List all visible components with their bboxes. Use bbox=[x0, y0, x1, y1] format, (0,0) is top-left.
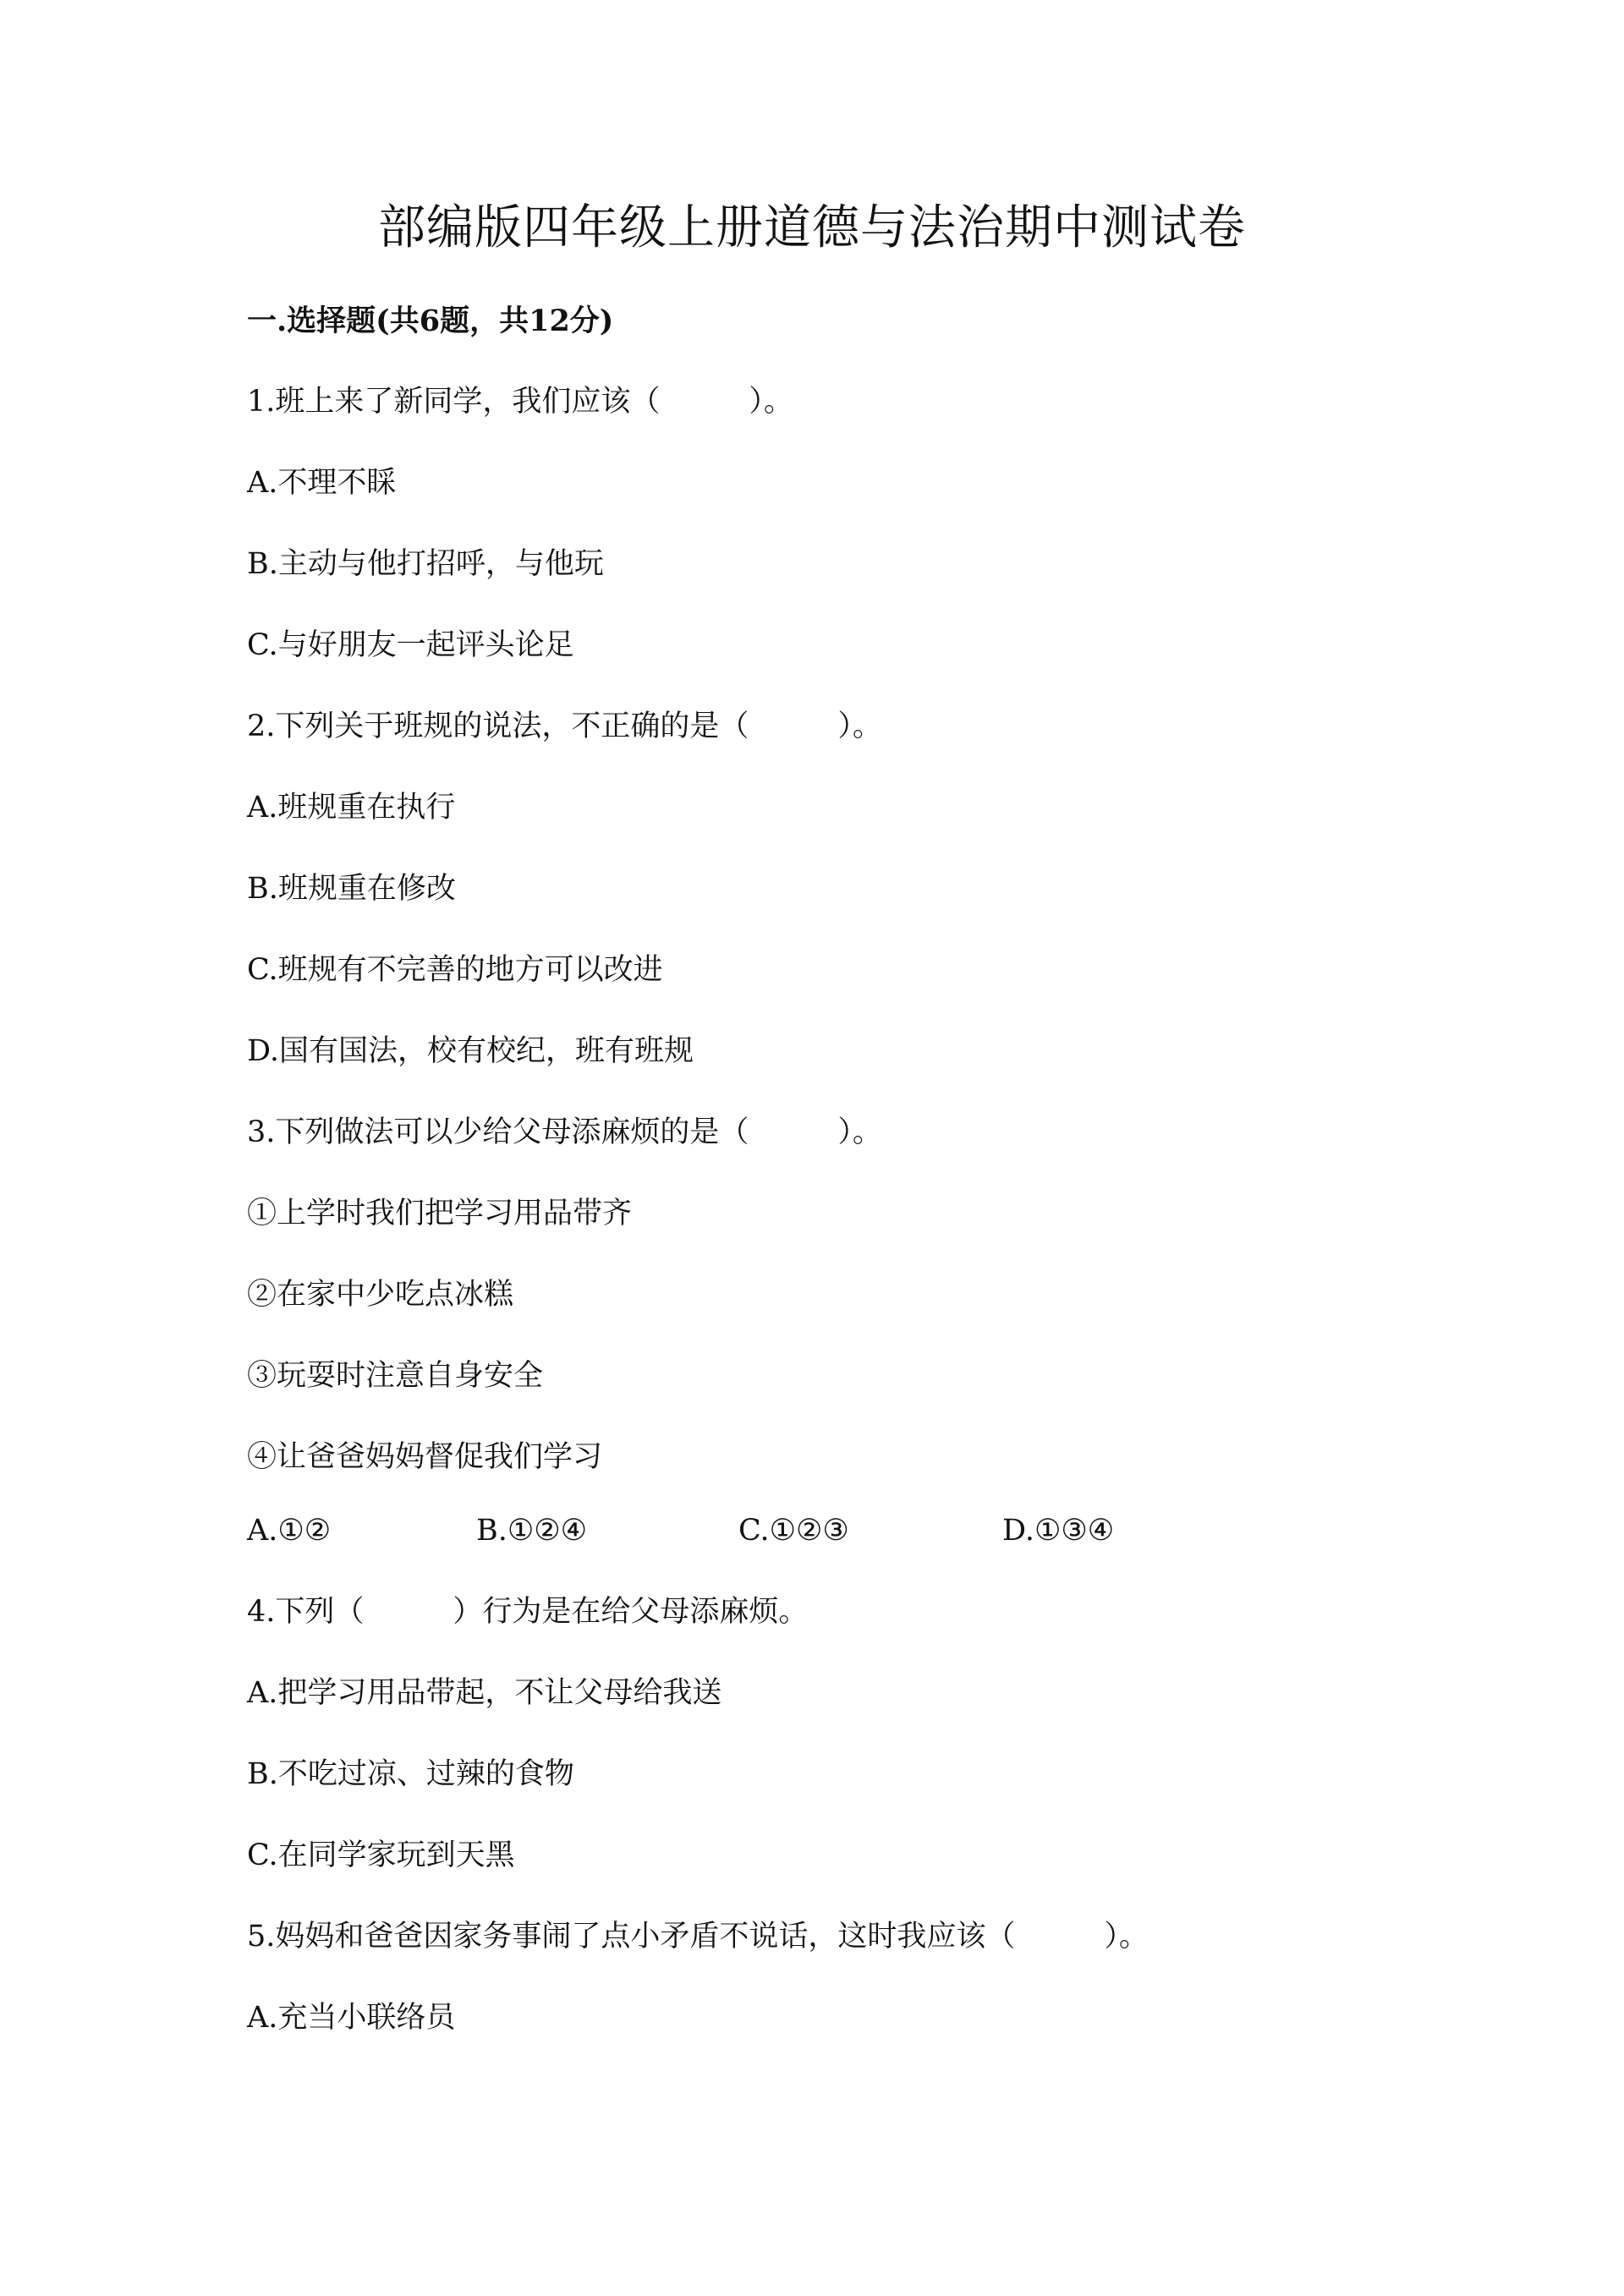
question-3-option-a: A.①② bbox=[247, 1514, 332, 1548]
section-heading: 一.选择题(共6题，共12分) bbox=[247, 304, 614, 338]
question-3-stem: 3.下列做法可以少给父母添麻烦的是（ ）。 bbox=[247, 1115, 882, 1149]
question-4-option-a: A.把学习用品带起，不让父母给我送 bbox=[247, 1676, 722, 1710]
question-3-option-c: C.①②③ bbox=[738, 1514, 849, 1548]
question-4-option-b: B.不吃过凉、过辣的食物 bbox=[247, 1757, 574, 1791]
question-3-statement-2: ②在家中少吃点冰糕 bbox=[247, 1278, 514, 1312]
question-4-option-c: C.在同学家玩到天黑 bbox=[247, 1838, 515, 1872]
question-1-option-a: A.不理不睬 bbox=[247, 466, 397, 500]
question-2-option-a: A.班规重在执行 bbox=[247, 791, 456, 825]
question-3-statement-3: ③玩耍时注意自身安全 bbox=[247, 1359, 544, 1393]
question-2-option-b: B.班规重在修改 bbox=[247, 872, 456, 906]
question-4-stem: 4.下列（ ）行为是在给父母添麻烦。 bbox=[247, 1595, 809, 1629]
question-1-option-b: B.主动与他打招呼，与他玩 bbox=[247, 547, 604, 581]
question-2-stem: 2.下列关于班规的说法，不正确的是（ ）。 bbox=[247, 710, 882, 743]
question-3-statement-1: ①上学时我们把学习用品带齐 bbox=[247, 1197, 633, 1230]
question-1-option-c: C.与好朋友一起评头论足 bbox=[247, 628, 574, 662]
question-3-option-d: D.①③④ bbox=[1002, 1514, 1115, 1548]
question-2-option-d: D.国有国法，校有校纪，班有班规 bbox=[247, 1034, 694, 1068]
page-title: 部编版四年级上册道德与法治期中测试卷 bbox=[378, 200, 1246, 255]
question-3-statement-4: ④让爸爸妈妈督促我们学习 bbox=[247, 1440, 603, 1474]
question-2-option-c: C.班规有不完善的地方可以改进 bbox=[247, 953, 663, 987]
question-3-option-b: B.①②④ bbox=[476, 1514, 587, 1548]
question-5-option-a: A.充当小联络员 bbox=[247, 2001, 456, 2035]
question-1-stem: 1.班上来了新同学，我们应该（ ）。 bbox=[247, 385, 793, 419]
question-5-stem: 5.妈妈和爸爸因家务事闹了点小矛盾不说话，这时我应该（ ）。 bbox=[247, 1920, 1149, 1954]
